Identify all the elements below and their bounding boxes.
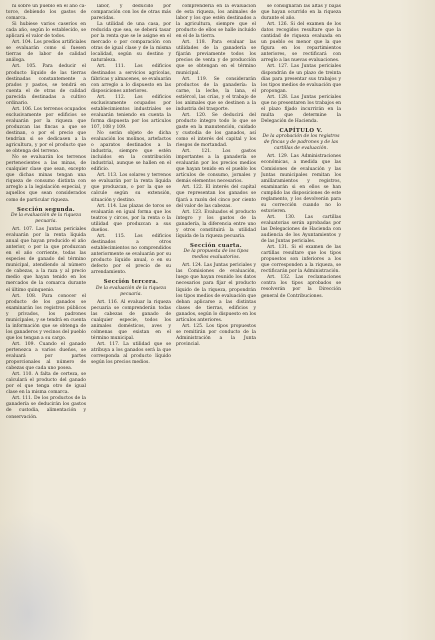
article-paragraph: labor, y deducido por comparación con los de otras más parecidas. (91, 4, 171, 22)
article-paragraph: Art. 113. Los solares y terrenos se evaluarán por la renta líquida que produzcan, o por la que se calcule según su extensión, situación y destino. (91, 173, 171, 203)
article-paragraph: Art. 106. Los terrenos ocupados exclusivamente por edificios se evaluarán por la riqueza que produzcan las fincas a que se destinan, o por el precio que tendrían si se dedicasen a la agricultura, y por el producto que se obtenga del terreno. (6, 106, 86, 155)
article-paragraph: Art. 130. Las cartillas evaluatorias serán aprobadas por las Delegaciones de Hacienda con audiencia de los Ayuntamientos y de las Juntas periciales. (261, 214, 341, 245)
article-paragraph: Si hubiese varios caseríos en cada año, según lo establecido, se aplicará el valor de todos. (6, 22, 86, 40)
section-subtitle: De la aprobación de los registros de fincas y de padrones y de las cartillas de evaluación. (262, 134, 340, 152)
article-paragraph: Art. 119. Se considerarán productos de la ganadería: la carne, la leche, la lana, el estiércol, las crías, y el trabajo de los animales que se destinen a la industria del trasporte. (176, 76, 256, 112)
article-paragraph: Art. 111. De los productos de la ganadería se deducirán los gastos de custodia, alimentación y conservación. (6, 396, 86, 420)
article-paragraph: Art. 110. A falta de certeza, se calculará el producto del ganado por el que tenga otro de igual clase en la misma comarca. (6, 372, 86, 396)
article-paragraph: La utilidad de una casa, por reducida que sea, se deberá tasar por la renta que se le asigne en el mercado o por comparación con otras de igual clase y de la misma localidad, según su destino y naturaleza. (91, 22, 171, 64)
article-paragraph: Art. 127. Las Juntas periciales dispondrán de un plazo de treinta días para presentar sus trabajos y los tipos medios de evaluación que propongan. (261, 64, 341, 94)
article-paragraph: se consignarán las altas y bajas que hayan ocurrido en la riqueza durante el año. (261, 4, 341, 22)
article-paragraph: comprendería en la evaluación de esta riqueza, los animales de labor y los que estén destinados a la agricultura, siempre que el producto de ellos se halle incluido en el de la tierra. (176, 4, 256, 40)
article-paragraph: Art. 114. Las plazas de toros se evaluarán en igual forma que los teatros y circos, por la renta o la utilidad que produzcan a sus dueños. (91, 203, 171, 233)
text-column (176, 4, 256, 640)
article-paragraph: Art. 128. Las Juntas periciales que no presentaren los trabajos en el plazo fijado incurrirán en la multa que determine la Delegación de Hacienda. (261, 94, 341, 124)
text-columns (6, 4, 431, 640)
article-paragraph: Art. 117. La utilidad que se atribuya a los ganados será la que corresponda al producto líquido según los precios medios. (91, 341, 171, 366)
article-paragraph: Art. 116. Al evaluar la riqueza pecuaria se comprenderán todas las cabezas de ganado de cualquier especie, todos los animales domésticos, aves y colmenas que existan en el término municipal. (91, 299, 171, 341)
article-paragraph: Art. 120. Se deducirá del producto íntegro todo lo que se gaste en la manutención, cuidado y custodia de los ganados, así como el interés del capital y los riesgos de mortandad. (176, 112, 256, 149)
article-paragraph: Art. 108. Para conocer el producto de los ganados se examinarán los registros públicos y privados, los padrones municipales, y se tendrá en cuenta la información que se obtenga de los ganaderos y vecinos del pueblo que los tengan a su cargo. (6, 293, 86, 341)
text-column (6, 4, 86, 640)
article-paragraph: Art. 104. Los predios artificiales se evaluarán como si fuesen tierras de labor de calidad análoga. (6, 40, 86, 64)
section-heading: Sección cuarta. (190, 242, 242, 249)
article-paragraph: Art. 122. El interés del capital que representan los ganados se fijará a razón del cinco por ciento del valor de las cabezas. (176, 185, 256, 209)
text-column (261, 4, 341, 640)
section-heading: Sección segunda. (16, 206, 76, 213)
article-paragraph: Art. 105. Para deducir el producto líquido de las tierras destinadas constantemente a prados y pastos, se tendrá en cuenta el de otras de calidad parecida destinadas a cultivo ordinario. (6, 64, 86, 106)
article-paragraph: ni sobre un pueblo en el año ca-torce, debiendo los gastos de comarca. (6, 4, 86, 22)
article-paragraph: Art. 124. Las Juntas periciales y las Comisiones de evaluación, luego que hayan reunido los datos necesarios para fijar el producto líquido de la riqueza, propondrán los tipos medios de evaluación que deban aplicarse a las distintas clases de tierras, edificios y ganados, según lo dispuesto en los artículos anteriores. (176, 263, 256, 323)
section-heading: CAPÍTULO V. (279, 127, 323, 134)
section-subtitle: De la evaluación de la riqueza pecuaria. (10, 213, 82, 225)
article-paragraph: No se evaluarán los terrenos pertenecientes a las minas, de cualquier clase que sean, excepto que dichas minas tengan una riqueza de consumo distinta con arreglo a la legislación especial, y aquellos que sean considerados como de particular riqueza. (6, 155, 86, 203)
article-paragraph: Art. 107. Las Juntas periciales evaluarán por la renta líquida anual que hayan producido el año anterior, o por la que produzcan en el año corriente, todas las especies de ganado del término municipal, atendiendo al número de cabezas, a la raza y al precio medio que hayan tenido en los mercados de la comarca durante el último quinquenio. (6, 227, 86, 293)
article-paragraph: Art. 109. Cuando el ganado pertenezca a varios dueños, se evaluará por partes proporcionales al número de cabezas que cada uno posea. (6, 341, 86, 372)
article-paragraph: Art. 125. Los tipos propuestos se remitirán por conducto de la Administración a la Junta provincial. (176, 323, 256, 347)
article-paragraph: Art. 115. Los edificios destinados a otros establecimientos no comprendidos anteriormente se evaluarán por su producto líquido anual, o en su defecto por el precio de su arrendamiento. (91, 233, 171, 276)
article-paragraph: Art. 129. Las Administraciones económicas, a medida que las Comisiones de evaluación y las Juntas municipales remitan los amillaramientos y registros, examinarán si en ellos se han cumplido las disposiciones de este reglamento, y los devolverán para su corrección cuando no lo estuvieren. (261, 154, 341, 214)
article-paragraph: Art. 118. Para evaluar las utilidades de la ganadería se fijarán previamente todos los precios de venta y de producción que se obtengan en el término municipal. (176, 40, 256, 76)
section-subtitle: De la propuesta de los tipos medios evaluatorios. (183, 249, 249, 261)
article-paragraph: Art. 111. Los edificios destinados a servicios agrícolas, fábricas y almacenes, se evaluarán con arreglo a lo dispuesto en las disposiciones anteriores. (91, 64, 171, 94)
article-paragraph: Art. 126. Si del examen de los datos recogidos resultare que la cantidad de riqueza evaluada en un pueblo es menor que la que figura en los repartimientos anteriores, se rectificará con arreglo a las nuevas evaluaciones. (261, 22, 341, 64)
section-subtitle: De la evaluación de la riqueza pecuaria. (95, 285, 167, 297)
article-paragraph: Art. 112. Los edificios exclusivamente ocupados por establecimientos industriales se evaluarán teniendo en cuenta la forma dispuesta por los artículos 107, 108 y 109. (91, 94, 171, 130)
article-paragraph: Art. 131. Si el examen de las cartillas resultare que los tipos propuestos son inferiores a los que corresponden a la riqueza, se rectificarán por la Administración. (261, 245, 341, 275)
section-heading: Sección tercera. (103, 279, 159, 286)
article-paragraph: Art. 123. Evaluados el producto íntegro y los gastos de la ganadería, la diferencia entre uno y otros constituirá la utilidad líquida de la riqueza pecuaria. (176, 209, 256, 239)
article-paragraph: Art. 132. Las reclamaciones contra los tipos aprobados se resolverán por la Dirección general de Contribuciones. (261, 275, 341, 299)
article-paragraph: Art. 121. Los gastos importantes a la ganadería se evaluarán por los precios medios que hayan tenido en el pueblo los artículos de consumo, jornales y demás elementos necesarios. (176, 149, 256, 185)
article-paragraph: No serán objeto de dicha evaluación los molinos, artefactos o aparatos destinados a la industria, siempre que estén incluidos en la contribución industrial, aunque se hallen en el edificio. (91, 130, 171, 173)
text-column (91, 4, 171, 640)
